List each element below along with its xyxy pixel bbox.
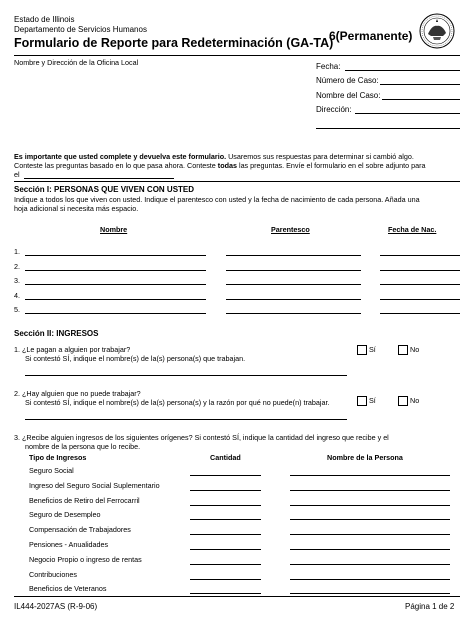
intro-line2-a: Conteste las preguntas basado en lo que pasa ahora. Conteste	[14, 161, 218, 170]
case-name-label: Nombre del Caso:	[316, 91, 381, 100]
intro-blank[interactable]	[24, 178, 174, 179]
relationship-field[interactable]	[226, 313, 361, 314]
q1-yes-label: Sí	[369, 345, 376, 354]
income-person-field[interactable]	[290, 593, 450, 594]
income-type-label: Ingreso del Seguro Social Suplementario	[29, 480, 160, 490]
birthdate-field[interactable]	[380, 255, 460, 256]
birthdate-field[interactable]	[380, 284, 460, 285]
col-cantidad: Cantidad	[210, 453, 241, 462]
income-amount-field[interactable]	[190, 534, 261, 535]
person-name-field[interactable]	[25, 299, 206, 300]
q1-no-label: No	[410, 345, 420, 354]
fecha-field[interactable]	[345, 70, 460, 71]
office-label: Nombre y Dirección de la Oficina Local	[14, 58, 139, 67]
state-name: Estado de Illinois	[14, 15, 75, 24]
person-row-number: 1.	[14, 247, 20, 256]
intro-line2-b: las preguntas. Envíe el formulario en el sobre adjunto para	[236, 161, 426, 170]
form-title: Formulario de Reporte para Redeterminación (GA-TA)	[14, 36, 334, 50]
address-field-2[interactable]	[316, 128, 460, 129]
income-type-label: Seguro Social	[29, 466, 74, 475]
income-type-label: Compensación de Trabajadores	[29, 525, 131, 535]
person-row-number: 4.	[14, 290, 20, 300]
income-person-field[interactable]	[290, 549, 450, 550]
relationship-field[interactable]	[226, 299, 361, 300]
case-name-field[interactable]	[382, 99, 460, 100]
income-type-label: Beneficios de Veteranos	[29, 584, 107, 594]
intro-line-1	[14, 152, 464, 161]
income-person-field[interactable]	[290, 519, 450, 520]
intro-divider	[14, 181, 460, 182]
income-type-label: Beneficios de Retiro del Ferrocarril	[29, 495, 140, 505]
q1-text-a: 1. ¿Le pagan a alguien por trabajar?	[14, 345, 131, 354]
case-number-label: Número de Caso:	[316, 76, 379, 85]
income-amount-field[interactable]	[190, 564, 261, 565]
income-type-label: Pensiones - Anualidades	[29, 540, 109, 549]
q2-text-a: 2. ¿Hay alguien que no puede trabajar?	[14, 389, 141, 398]
person-row-number: 5.	[14, 305, 20, 314]
intro-line-2	[14, 161, 469, 170]
fecha-label: Fecha:	[316, 62, 341, 71]
person-row-number: 2.	[14, 261, 20, 271]
q1-no-checkbox[interactable]	[398, 345, 408, 355]
relationship-field[interactable]	[226, 270, 361, 271]
intro-line-3: el	[14, 170, 20, 179]
q1-text-b: Si contestó SÍ, indique el nombre(s) de la(s) persona(s) que trabajan.	[25, 354, 246, 363]
income-amount-field[interactable]	[190, 475, 261, 476]
section1-title: Sección I: PERSONAS QUE VIVEN CON USTED	[14, 185, 195, 194]
header-divider	[14, 55, 460, 56]
income-type-label: Seguro de Desempleo	[29, 510, 101, 520]
col-nombre: Nombre	[100, 225, 128, 234]
col-fecha-nac: Fecha de Nac.	[388, 225, 437, 234]
birthdate-field[interactable]	[380, 299, 460, 300]
q2-yes-checkbox[interactable]	[357, 396, 367, 406]
income-type-label: Negocio Propio o ingreso de rentas	[29, 554, 142, 564]
q2-no-label: No	[410, 396, 420, 405]
person-name-field[interactable]	[25, 313, 206, 314]
person-name-field[interactable]	[25, 284, 206, 285]
q1-answer-line[interactable]	[25, 375, 347, 376]
col-parentesco: Parentesco	[271, 225, 310, 234]
address-field-1[interactable]	[355, 113, 460, 114]
q2-no-checkbox[interactable]	[398, 396, 408, 406]
income-amount-field[interactable]	[190, 505, 261, 506]
section2-title: Sección II: INGRESOS	[14, 329, 99, 338]
q2-text-b: Si contestó SÍ, indique el nombre(s) de la(s) persona(s) y la razón por qué no puede(n) trabajar.	[25, 398, 330, 407]
income-amount-field[interactable]	[190, 579, 261, 580]
intro-bold: Es importante que usted complete y devuelva este formulario.	[14, 152, 227, 161]
page-number: Página 1 de 2	[405, 602, 455, 611]
q3-text-b: nombre de la persona que lo recibe.	[25, 442, 141, 451]
col-tipo-ingresos: Tipo de Ingresos	[29, 453, 87, 462]
q2-yes-label: Sí	[369, 396, 376, 405]
section1-desc-2: hoja adicional si necesita más espacio.	[14, 204, 139, 213]
relationship-field[interactable]	[226, 255, 361, 256]
intro-rest: Usaremos sus respuestas para determinar si cambió algo.	[226, 152, 414, 161]
person-name-field[interactable]	[25, 270, 206, 271]
state-seal-icon	[419, 13, 455, 49]
income-person-field[interactable]	[290, 505, 450, 506]
q2-answer-line[interactable]	[25, 419, 347, 420]
income-amount-field[interactable]	[190, 593, 261, 594]
department-name: Departamento de Servicios Humanos	[14, 25, 147, 34]
form-number: IL444-2027AS (R-9-06)	[14, 602, 98, 611]
q1-yes-checkbox[interactable]	[357, 345, 367, 355]
section1-desc-1: Indique a todos los que viven con usted. Indique el parentesco con usted y la fecha de nacimiento de cada persona. Añada una	[14, 195, 420, 204]
q3-text-a: 3. ¿Recibe alguien ingresos de los siguientes orígenes? Si contestó SÍ, indique la cantidad del ingreso que recibe y el	[14, 433, 389, 442]
income-type-label: Contribuciones	[29, 569, 77, 579]
footer-divider	[14, 596, 460, 597]
intro-line2-bold: todas	[217, 161, 237, 170]
income-person-field[interactable]	[290, 579, 450, 580]
relationship-field[interactable]	[226, 284, 361, 285]
income-amount-field[interactable]	[190, 519, 261, 520]
income-amount-field[interactable]	[190, 549, 261, 550]
address-label: Dirección:	[316, 105, 352, 114]
birthdate-field[interactable]	[380, 313, 460, 314]
income-person-field[interactable]	[290, 564, 450, 565]
income-amount-field[interactable]	[190, 490, 261, 491]
income-person-field[interactable]	[290, 490, 450, 491]
birthdate-field[interactable]	[380, 270, 460, 271]
income-person-field[interactable]	[290, 534, 450, 535]
form-code: 6(Permanente)	[329, 29, 413, 43]
person-name-field[interactable]	[25, 255, 206, 256]
case-number-field[interactable]	[380, 84, 460, 85]
col-nombre-persona: Nombre de la Persona	[327, 453, 403, 462]
income-person-field[interactable]	[290, 475, 450, 476]
person-row-number: 3.	[14, 276, 20, 285]
